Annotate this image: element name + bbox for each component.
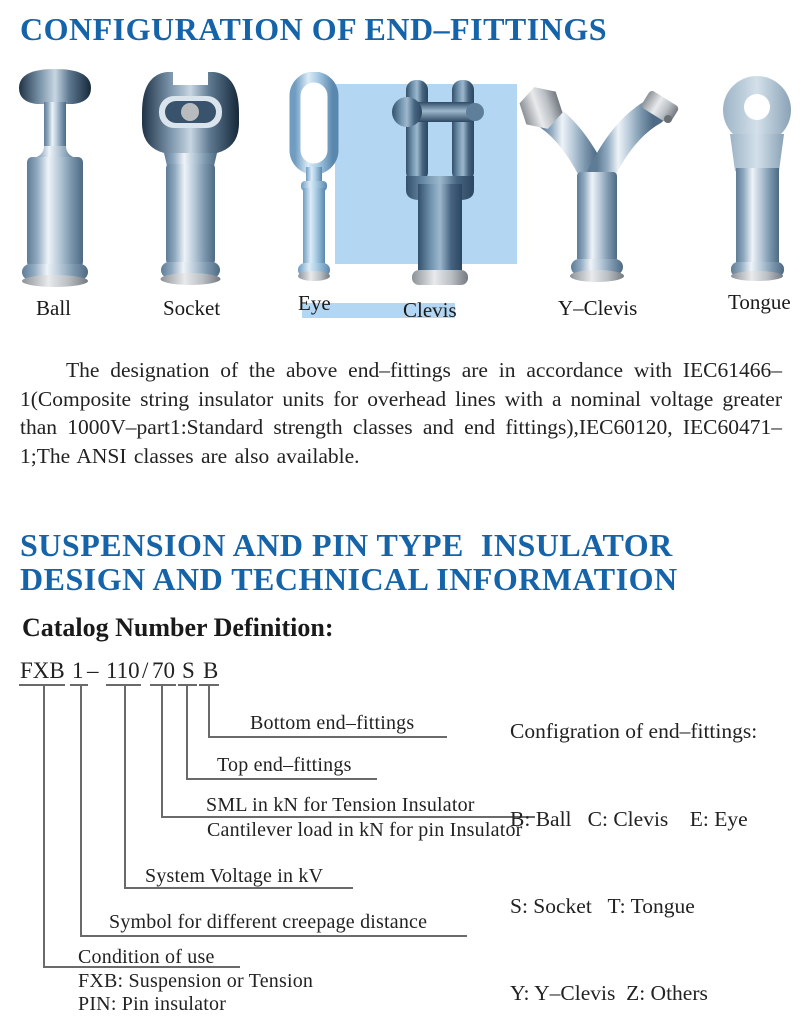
code-token-fxb: FXB: [20, 658, 65, 683]
code-token-slash: /: [142, 658, 149, 683]
y-clevis-fitting-image: [515, 70, 680, 286]
diagram-label-condition-of-use: Condition of use: [78, 946, 215, 968]
tongue-fitting-image: [720, 74, 795, 284]
diagram-label-cantilever: Cantilever load in kN for pin Insulator: [207, 819, 523, 841]
legend-row-yclevis-others: Y: Y–Clevis Z: Others: [510, 981, 708, 1005]
code-token-110: 110: [106, 658, 140, 683]
code-token-dash: –: [87, 658, 99, 683]
code-underline-1: [70, 684, 88, 686]
code-token-s: S: [182, 658, 195, 683]
legend-row-ball-clevis-eye: B: Ball C: Clevis E: Eye: [510, 807, 748, 831]
fitting-label-y-clevis: Y–Clevis: [558, 296, 638, 320]
connector-vline-s: [186, 686, 188, 779]
diagram-label-system-voltage: System Voltage in kV: [145, 865, 324, 887]
diagram-label-bottom-end-fittings: Bottom end–fittings: [250, 712, 415, 734]
diagram-label-fxb-meaning: FXB: Suspension or Tension: [78, 970, 314, 992]
connector-vline-1: [80, 686, 82, 936]
diagram-label-creepage: Symbol for different creepage distance: [109, 911, 428, 933]
fitting-label-clevis: Clevis: [403, 298, 457, 322]
connector-vline-fxb: [43, 686, 45, 968]
legend-title: Configration of end–fittings:: [510, 719, 758, 743]
fitting-label-eye: Eye: [298, 291, 331, 315]
eye-fitting-image: [288, 72, 340, 286]
socket-fitting-image: [133, 65, 248, 291]
connector-vline-110: [124, 686, 126, 888]
label-line-creepage: [80, 935, 467, 937]
section2-title-line2: DESIGN AND TECHNICAL INFORMATION: [20, 561, 678, 597]
section1-title: CONFIGURATION OF END–FITTINGS: [20, 11, 607, 47]
catalog-number-heading: Catalog Number Definition:: [22, 613, 334, 642]
code-token-b: B: [203, 658, 219, 683]
section2-title-line1: SUSPENSION AND PIN TYPE INSULATOR: [20, 527, 673, 563]
label-line-top: [186, 778, 377, 780]
clevis-fitting-image: [392, 70, 487, 292]
code-token-70: 70: [152, 658, 175, 683]
diagram-label-top-end-fittings: Top end–fittings: [217, 754, 352, 776]
code-token-1: 1: [72, 658, 84, 683]
fitting-label-socket: Socket: [163, 296, 221, 320]
diagram-label-sml: SML in kN for Tension Insulator: [206, 794, 475, 816]
code-underline-70: [150, 684, 176, 686]
fitting-label-ball: Ball: [36, 296, 71, 320]
legend-row-socket-tongue: S: Socket T: Tongue: [510, 894, 695, 918]
description-paragraph: The designation of the above end–fittings are in accordance with IEC61466–1(Composite string insulator units for overhead lines with a nominal voltage greater than 1000V–part1:Standard strength classes and end fittings),IEC60120, IEC60471–1;The ANSI classes are also available.: [20, 358, 782, 468]
ball-fitting-image: [15, 66, 95, 292]
fitting-label-tongue: Tongue: [728, 290, 791, 314]
connector-vline-70: [161, 686, 163, 817]
end-fittings-legend: [510, 659, 757, 1024]
label-line-bottom: [208, 736, 447, 738]
diagram-label-pin-meaning: PIN: Pin insulator: [78, 993, 227, 1015]
code-underline-fxb: [19, 684, 65, 686]
connector-vline-b: [208, 686, 210, 737]
